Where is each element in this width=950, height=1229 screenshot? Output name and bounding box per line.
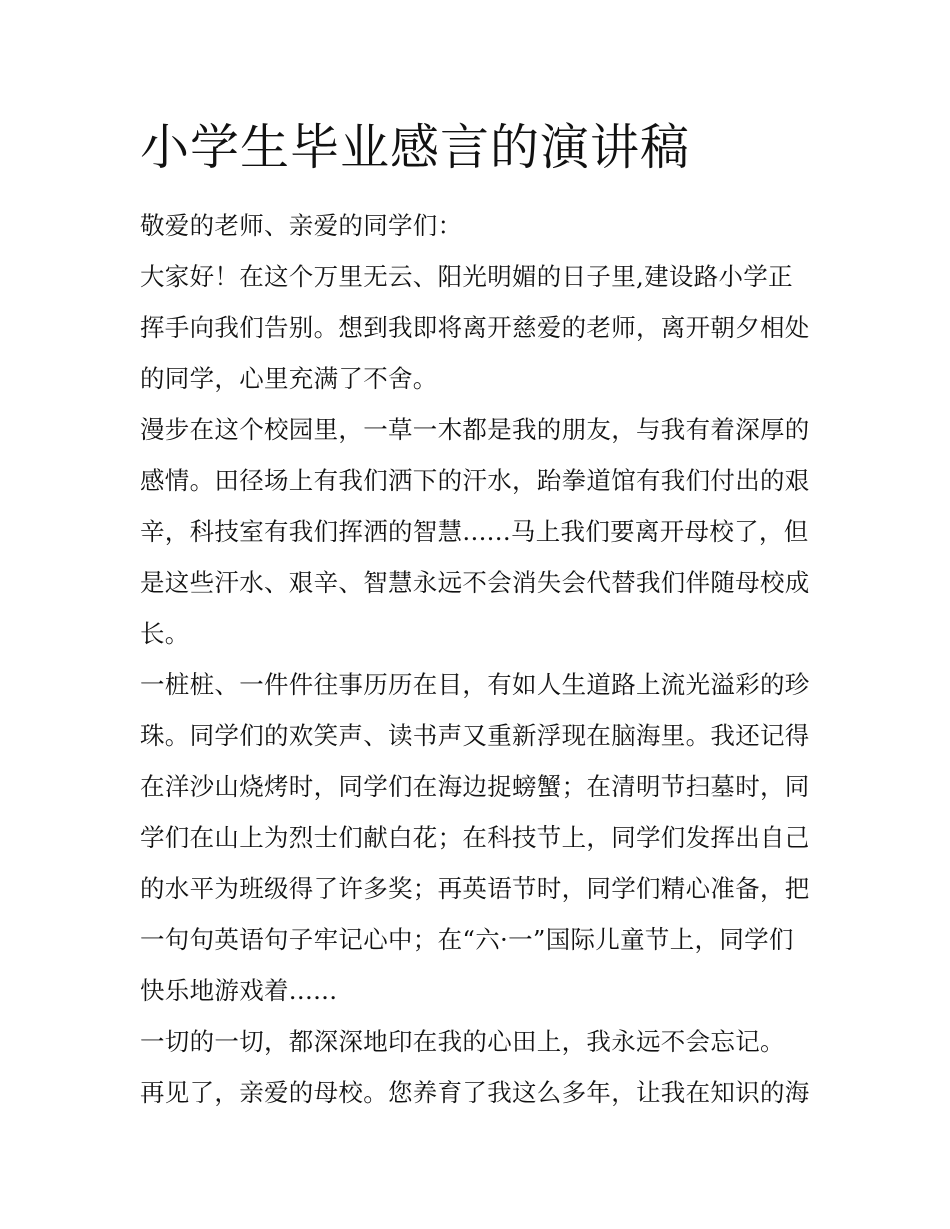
text-line: 辛，科技室有我们挥洒的智慧......马上我们要离开母校了，但 bbox=[140, 517, 809, 546]
text-line: 一切的一切，都深深地印在我的心田上，我永远不会忘记。 bbox=[140, 1027, 785, 1056]
text-line: 的水平为班级得了许多奖；再英语节时，同学们精心准备，把 bbox=[140, 874, 810, 903]
text-line: 在洋沙山烧烤时，同学们在海边捉螃蟹；在清明节扫墓时，同 bbox=[140, 772, 810, 801]
text-line: 大家好！在这个万里无云、阳光明媚的日子里,建设路小学正 bbox=[140, 262, 793, 291]
text-line: 漫步在这个校园里，一草一木都是我的朋友，与我有着深厚的 bbox=[140, 415, 810, 444]
text-line: 是这些汗水、艰辛、智慧永远不会消失会代替我们伴随母校成 bbox=[140, 568, 810, 597]
text-line: 再见了，亲爱的母校。您养育了我这么多年，让我在知识的海 bbox=[140, 1078, 810, 1107]
text-line: 珠。同学们的欢笑声、读书声又重新浮现在脑海里。我还记得 bbox=[140, 721, 810, 750]
text-line: 一句句英语句子牢记心中；在“六·一”国际儿童节上，同学们 bbox=[140, 925, 794, 954]
text-line: 的同学，心里充满了不舍。 bbox=[140, 364, 438, 393]
text-line: 一桩桩、一件件往事历历在目，有如人生道路上流光溢彩的珍 bbox=[140, 670, 810, 699]
text-line: 长。 bbox=[140, 619, 190, 648]
document-body bbox=[140, 118, 820, 1118]
text-line-greeting: 敬爱的老师、亲爱的同学们： bbox=[140, 211, 463, 240]
text-line: 学们在山上为烈士们献白花；在科技节上，同学们发挥出自己 bbox=[140, 823, 810, 852]
text-line: 感情。田径场上有我们洒下的汗水，跆拳道馆有我们付出的艰 bbox=[140, 466, 810, 495]
text-line: 快乐地游戏着...... bbox=[140, 976, 338, 1005]
text-line: 挥手向我们告别。想到我即将离开慈爱的老师，离开朝夕相处 bbox=[140, 313, 810, 342]
document-title: 小学生毕业感言的演讲稿 bbox=[140, 119, 691, 176]
